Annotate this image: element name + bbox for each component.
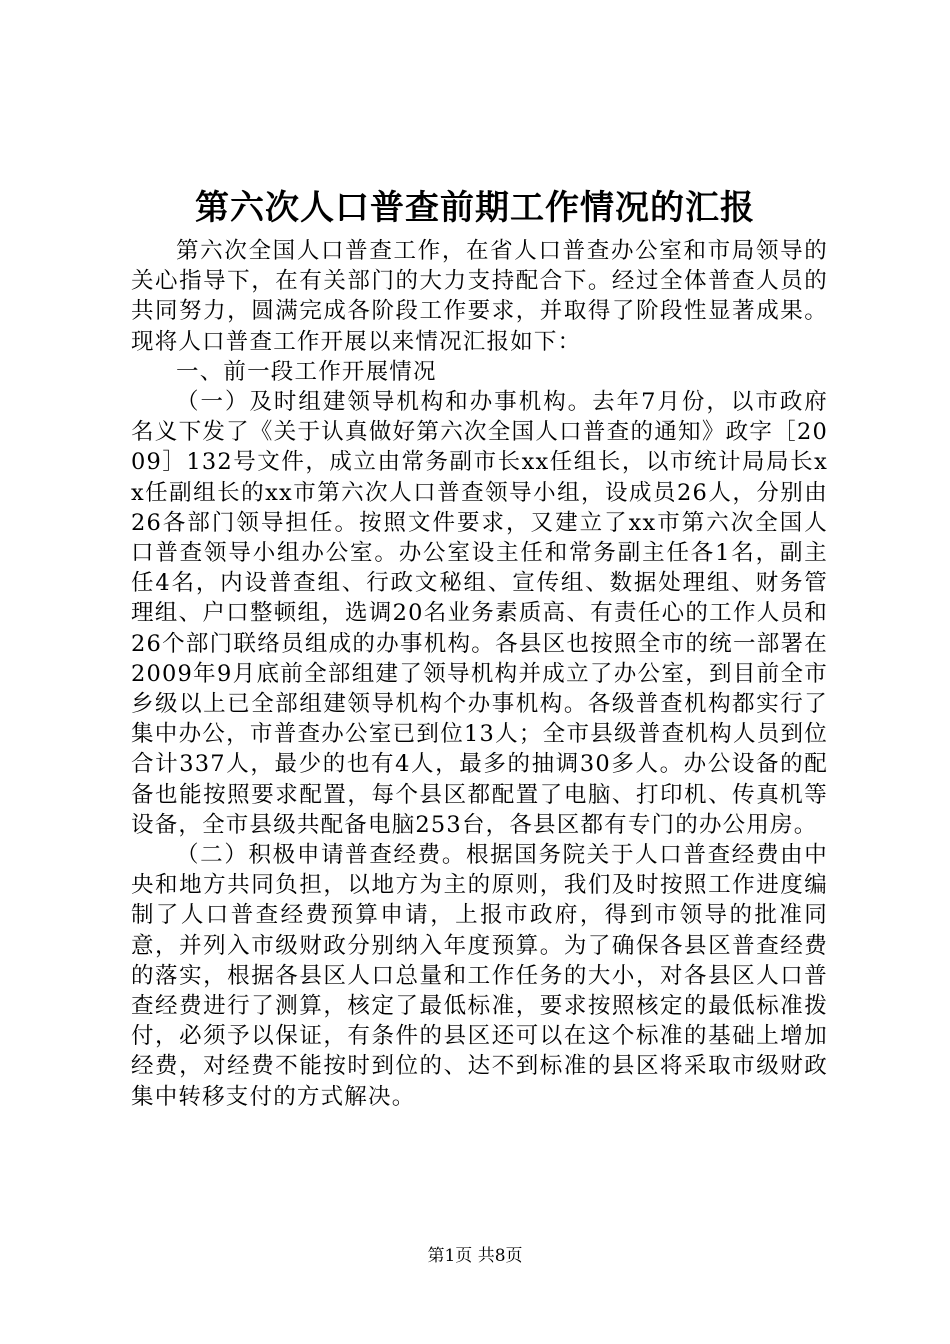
document-body bbox=[131, 236, 828, 1112]
page-footer: 第1页 共8页 bbox=[427, 1246, 523, 1266]
document-title: 第六次人口普查前期工作情况的汇报 bbox=[195, 188, 755, 228]
section-paragraph-1: （一）及时组建领导机构和办事机构。去年7月份，以市政府名义下发了《关于认真做好第六次全国人口普查的通知》政字［2009］132号文件，成立由常务副市长xx任组长，以市统计局局长xx任副组长的xx市第六次人口普查领导小组，设成员26人，分别由26各部门领导担任。按照文件要求，又建立了xx市第六次全国人口普查领导小组办公室。办公室设主任和常务副主任各1名，副主任4名，内设普查组、行政文秘组、宣传组、数据处理组、财务管理组、户口整顿组，选调20名业务素质高、有责任心的工作人员和26个部门联络员组成的办事机构。各县区也按照全市的统一部署在2009年9月底前全部组建了领导机构并成立了办公室，到目前全市乡级以上已全部组建领导机构个办事机构。各级普查机构都实行了集中办公，市普查办公室已到位13人；全市县级普查机构人员到位合计337人，最少的也有4人，最多的抽调30多人。办公设备的配备也能按照要求配置，每个县区都配置了电脑、打印机、传真机等设备，全市县级共配备电脑253台，各县区都有专门的办公用房。 bbox=[131, 389, 828, 838]
section-heading: 一、前一段工作开展情况 bbox=[176, 358, 437, 385]
intro-paragraph: 第六次全国人口普查工作，在省人口普查办公室和市局领导的关心指导下，在有关部门的大力支持配合下。经过全体普查人员的共同努力，圆满完成各阶段工作要求，并取得了阶段性显著成果。现将人口普查工作开展以来情况汇报如下： bbox=[131, 238, 828, 355]
section-paragraph-2: （二）积极申请普查经费。根据国务院关于人口普查经费由中央和地方共同负担，以地方为主的原则，我们及时按照工作进度编制了人口普查经费预算申请，上报市政府，得到市领导的批准同意，并列入市级财政分别纳入年度预算。为了确保各县区普查经费的落实，根据各县区人口总量和工作任务的大小，对各县区人口普查经费进行了测算，核定了最低标准，要求按照核定的最低标准拨付，必须予以保证，有条件的县区还可以在这个标准的基础上增加经费，对经费不能按时到位的、达不到标准的县区将采取市级财政集中转移支付的方式解决。 bbox=[131, 842, 828, 1110]
